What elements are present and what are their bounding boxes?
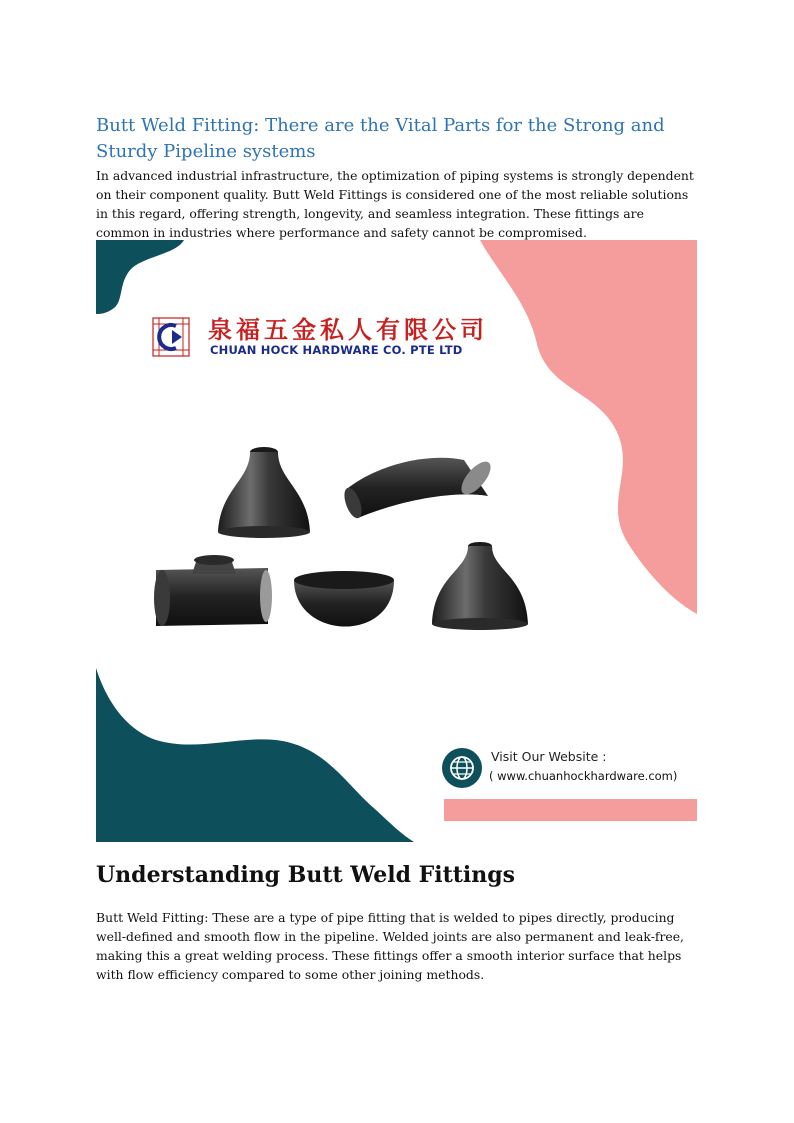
intro-paragraph: In advanced industrial infrastructure, the optimization of piping systems is strongly dependent on their component quality. Butt Weld Fittings is considered one of the most reliable solutions in this regard, offering strength, longevity, and seamless integration. These fittings are common in industries where performance and safety cannot be compromised.: [96, 168, 694, 240]
teal-shape-top: [96, 240, 184, 314]
visit-website-label: Visit Our Website :: [491, 749, 607, 764]
reducer-fitting: [218, 447, 310, 538]
pink-wave-right: [480, 240, 697, 614]
logo-english-name: CHUAN HOCK HARDWARE CO. PTE LTD: [210, 343, 463, 357]
cap-fitting: [294, 571, 394, 627]
reducer-fitting-small: [432, 542, 528, 630]
tee-fitting: [154, 555, 272, 626]
section-heading: Understanding Butt Weld Fittings: [96, 862, 516, 888]
logo-chinese-name: 泉福五金私人有限公司: [208, 315, 488, 344]
promo-banner-image: [96, 240, 697, 842]
company-logo: [152, 314, 488, 360]
body-paragraph: Butt Weld Fitting: These are a type of pipe fitting that is welded to pipes directly, producing well-defined and smooth flow in the pipeline. Welded joints are also permanent and leak-free, making this a great welding process. These fittings offer a smooth interior surface that helps with flow efficiency compared to some other joining methods.: [96, 910, 684, 982]
globe-icon: [442, 748, 482, 788]
butt-weld-fittings-photo: [154, 447, 528, 630]
elbow-fitting: [341, 457, 496, 521]
article-title: Butt Weld Fitting: There are the Vital Parts for the Strong and Sturdy Pipeline systems: [96, 115, 665, 162]
website-url[interactable]: ( www.chuanhockhardware.com): [489, 769, 678, 783]
teal-wave-bottom: [96, 668, 414, 842]
pink-accent-bar: [444, 799, 697, 821]
